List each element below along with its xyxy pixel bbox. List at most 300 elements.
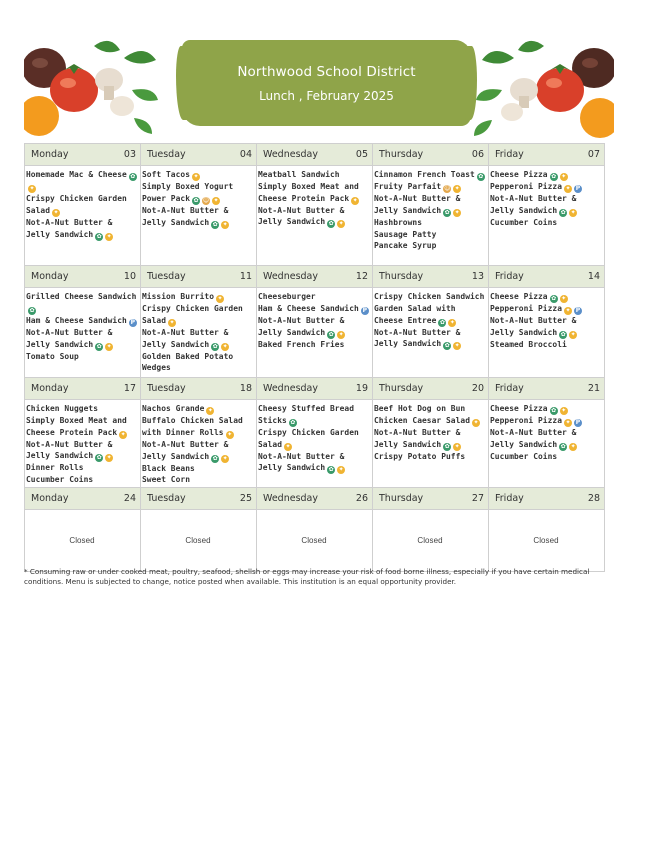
menu-items: [25, 510, 140, 571]
vegetarian-icon: ✿: [439, 318, 445, 326]
day-header: [489, 266, 604, 288]
whole-grain-icon: ✦: [449, 318, 455, 326]
menu-items: [141, 166, 256, 265]
whole-grain-icon: ✦: [454, 208, 460, 216]
whole-grain-icon: ✦: [352, 196, 358, 204]
menu-items: [489, 166, 604, 265]
menu-item: [142, 327, 254, 351]
whole-grain-icon: ✦: [338, 330, 344, 338]
day-date: 24: [123, 493, 136, 504]
day-date: 25: [239, 493, 252, 504]
menu-items: [25, 400, 140, 487]
menu-item-name: Mission Burrito: [142, 292, 215, 301]
menu-item-name: Dinner Rolls: [26, 463, 84, 473]
day-name: Tuesday: [147, 383, 186, 394]
menu-item: [490, 339, 602, 351]
menu-item-name: Baked French Fries: [258, 339, 345, 349]
menu-item-name: Soft Tacos: [142, 170, 191, 179]
menu-item-name: Cheese Pizza: [490, 404, 548, 413]
whole-grain-icon: ✦: [565, 307, 571, 314]
day-date: 14: [587, 271, 600, 282]
day-name: Friday: [495, 493, 524, 504]
vegetarian-icon: ✿: [551, 173, 557, 180]
menu-item: [26, 217, 138, 241]
menu-item-name: Crispy Potato Puffs: [374, 451, 466, 461]
whole-grain-icon: ✦: [106, 342, 112, 350]
menu-item-name: Sweet Corn: [142, 475, 191, 485]
vegetarian-icon: ✿: [560, 208, 566, 216]
day-date: 19: [355, 383, 368, 394]
menu-items: [257, 166, 372, 265]
whole-grain-icon: ✦: [338, 466, 344, 474]
day-header: [141, 488, 256, 510]
day-cell-monday-24: [25, 488, 141, 572]
day-header: [25, 488, 140, 510]
menu-item: [374, 451, 486, 463]
menu-items: [373, 166, 488, 265]
menu-item: [490, 415, 602, 427]
day-date: 28: [587, 493, 600, 504]
menu-items: [373, 400, 488, 487]
day-name: Wednesday: [263, 493, 319, 504]
menu-item-name: Ham & Cheese Sandwich: [258, 303, 359, 313]
district-name: Northwood School District: [237, 63, 416, 80]
day-name: Tuesday: [147, 149, 186, 160]
day-cell-friday-14: [489, 266, 605, 378]
menu-item-name: Black Beans: [142, 463, 195, 473]
menu-items: [141, 288, 256, 377]
day-header: [373, 378, 488, 400]
day-cell-monday-17: [25, 378, 141, 488]
whole-grain-icon: ✦: [454, 185, 460, 192]
day-cell-wednesday-19: [257, 378, 373, 488]
day-cell-wednesday-12: [257, 266, 373, 378]
day-header: [257, 144, 372, 166]
menu-item: [26, 169, 138, 193]
menu-item-name: Meatball Sandwich: [258, 170, 340, 179]
menu-item: [142, 351, 254, 375]
pork-icon: P: [575, 419, 581, 426]
vegetarian-icon: ✿: [444, 442, 450, 450]
menu-item-name: Beef Hot Dog on Bun: [374, 404, 466, 413]
day-date: 06: [471, 149, 484, 160]
menu-item: [258, 291, 370, 303]
menu-item-name: Not-A-Nut Butter & Jelly Sandwich: [374, 194, 461, 215]
vegetarian-icon: ✿: [130, 173, 136, 180]
whole-grain-icon: ✦: [222, 342, 228, 350]
day-cell-tuesday-18: [141, 378, 257, 488]
menu-item-name: Chicken Nuggets: [26, 404, 99, 413]
whole-grain-icon: ✦: [106, 454, 112, 462]
menu-item: [374, 217, 486, 229]
menu-item-name: Pepperoni Pizza: [490, 182, 563, 191]
pork-icon: P: [362, 306, 368, 314]
menu-item-name: Not-A-Nut Butter & Jelly Sandwich: [490, 194, 577, 215]
vegetarian-icon: ✿: [193, 196, 199, 204]
menu-item: [258, 181, 370, 205]
day-date: 20: [471, 383, 484, 394]
whole-grain-icon: ✦: [473, 418, 479, 426]
day-date: 21: [587, 383, 600, 394]
closed-label: Closed: [417, 536, 443, 546]
day-header: [141, 378, 256, 400]
menu-item: [142, 474, 254, 486]
day-header: [257, 266, 372, 288]
day-header: [489, 144, 604, 166]
day-name: Thursday: [379, 149, 424, 160]
pork-icon: P: [130, 318, 136, 326]
menu-item-name: Fruity Parfait: [374, 182, 442, 191]
menu-items: [25, 166, 140, 265]
day-date: 04: [239, 149, 252, 160]
menu-item: [374, 193, 486, 217]
menu-item-name: Chicken Caesar Salad: [374, 415, 471, 425]
menu-item: [490, 217, 602, 229]
day-name: Thursday: [379, 271, 424, 282]
whole-grain-icon: ✦: [222, 220, 228, 228]
menu-items: [141, 400, 256, 487]
day-date: 17: [123, 383, 136, 394]
vegetables-illustration-left: [24, 28, 194, 138]
whole-grain-icon: ✦: [222, 454, 228, 462]
menu-items: [257, 400, 372, 487]
menu-item: [490, 291, 602, 303]
vegetarian-icon: ✿: [551, 295, 557, 302]
menu-item-name: Pepperoni Pizza: [490, 416, 563, 425]
whole-grain-icon: ✦: [570, 330, 576, 338]
menu-item-name: Cucumber Coins: [26, 475, 94, 485]
day-name: Thursday: [379, 493, 424, 504]
menu-item: [374, 327, 486, 351]
menu-item-name: Hashbrowns: [374, 217, 423, 227]
menu-item-name: Cheese Pizza: [490, 292, 548, 301]
day-header: [373, 144, 488, 166]
day-header: [489, 378, 604, 400]
menu-item: [26, 403, 138, 415]
menu-items: [25, 288, 140, 377]
menu-item-name: Pepperoni Pizza: [490, 304, 563, 313]
menu-item: [258, 427, 370, 451]
menu-item-name: Tomato Soup: [26, 351, 79, 361]
menu-item: [26, 315, 138, 327]
day-date: 12: [355, 271, 368, 282]
menu-item: [490, 169, 602, 181]
menu-item-name: Crispy Chicken Garden Salad: [26, 194, 127, 215]
menu-item-name: Cheeseburger: [258, 292, 316, 301]
menu-item-name: Cucumber Coins: [490, 217, 558, 227]
vegetarian-icon: ✿: [444, 208, 450, 216]
menu-item: [142, 169, 254, 181]
pork-icon: P: [575, 185, 581, 192]
day-cell-thursday-13: [373, 266, 489, 378]
whole-grain-icon: ✦: [213, 196, 219, 204]
day-header: [257, 378, 372, 400]
day-cell-tuesday-11: [141, 266, 257, 378]
menu-item-name: Not-A-Nut Butter & Jelly Sandwich: [26, 439, 113, 461]
menu-item: [258, 303, 370, 315]
whole-grain-icon: ✦: [561, 295, 567, 302]
menu-item: [374, 240, 486, 252]
menu-item-name: Not-A-Nut Butter & Jelly Sandwich: [142, 205, 229, 227]
menu-item: [26, 474, 138, 486]
menu-item-name: Not-A-Nut Butter & Jelly Sandwich: [142, 327, 229, 349]
day-cell-tuesday-25: [141, 488, 257, 572]
day-header: [489, 488, 604, 510]
day-cell-friday-07: [489, 143, 605, 266]
menu-item: [490, 315, 602, 339]
day-header: [373, 488, 488, 510]
menu-item-name: Cheese Pizza: [490, 170, 548, 179]
menu-item: [374, 229, 486, 241]
day-date: 18: [239, 383, 252, 394]
vegetarian-icon: ✿: [328, 330, 334, 338]
vegetables-illustration-right: [444, 28, 614, 138]
vegetarian-icon: ✿: [328, 220, 334, 228]
menu-item: [258, 451, 370, 475]
whole-grain-icon: ✦: [207, 407, 213, 414]
vegetarian-icon: ✿: [444, 342, 450, 350]
menu-item: [258, 205, 370, 229]
menu-calendar: [24, 143, 608, 572]
menu-item-name: Not-A-Nut Butter & Jelly Sandwich: [490, 316, 577, 337]
closed-label: Closed: [185, 536, 211, 546]
whole-grain-icon: ✦: [454, 442, 460, 450]
menu-item: [26, 415, 138, 439]
menu-items: [489, 400, 604, 487]
menu-item-name: Not-A-Nut Butter & Jelly Sandwich: [26, 217, 113, 239]
menu-items: [373, 288, 488, 377]
menu-item-name: Crispy Chicken Sandwich: [374, 292, 485, 301]
day-name: Wednesday: [263, 149, 319, 160]
day-name: Monday: [31, 149, 69, 160]
menu-item: [26, 193, 138, 217]
week-row: [25, 488, 608, 572]
menu-item-name: Not-A-Nut Butter & Jelly Sandwich: [374, 427, 461, 449]
day-name: Tuesday: [147, 493, 186, 504]
day-name: Monday: [31, 493, 69, 504]
menu-item-name: Not-A-Nut Butter & Jelly Sandwich: [374, 327, 461, 349]
menu-item: [490, 427, 602, 451]
day-name: Monday: [31, 383, 69, 394]
menu-item: [374, 415, 486, 427]
whole-grain-icon: ✦: [338, 220, 344, 228]
day-date: 13: [471, 271, 484, 282]
menu-item: [142, 415, 254, 439]
menu-item-name: Sausage Patty: [374, 229, 437, 239]
day-name: Friday: [495, 383, 524, 394]
whole-grain-icon: ✦: [227, 430, 233, 438]
menu-item: [490, 303, 602, 315]
day-cell-monday-03: [25, 143, 141, 266]
pork-icon: P: [575, 307, 581, 314]
menu-item-name: Simply Boxed Yogurt Power Pack: [142, 182, 234, 203]
day-cell-wednesday-26: [257, 488, 373, 572]
menu-item: [142, 303, 254, 327]
whole-grain-icon: ✦: [561, 407, 567, 414]
day-date: 05: [355, 149, 368, 160]
whole-grain-icon: ✦: [570, 208, 576, 216]
whole-grain-icon: ✦: [565, 419, 571, 426]
day-name: Tuesday: [147, 271, 186, 282]
day-name: Monday: [31, 271, 69, 282]
day-header: [25, 266, 140, 288]
menu-item: [490, 451, 602, 463]
menu-item: [142, 403, 254, 415]
week-row: [25, 266, 608, 378]
menu-items: [257, 288, 372, 377]
closed-label: Closed: [533, 536, 559, 546]
menu-items: [257, 510, 372, 571]
whole-grain-icon: ✦: [169, 318, 175, 326]
menu-item: [142, 181, 254, 205]
menu-item-name: Garden Salad with Cheese Entree: [374, 303, 456, 325]
menu-items: [373, 510, 488, 571]
menu-item: [374, 403, 486, 415]
whole-grain-icon: ✦: [285, 442, 291, 450]
menu-item: [142, 205, 254, 229]
menu-item: [258, 339, 370, 351]
day-cell-thursday-20: [373, 378, 489, 488]
menu-item: [490, 403, 602, 415]
menu-subtitle: Lunch , February 2025: [259, 88, 394, 103]
day-name: Wednesday: [263, 271, 319, 282]
day-name: Friday: [495, 271, 524, 282]
menu-item: [374, 169, 486, 181]
day-header: [141, 266, 256, 288]
food-safety-disclaimer: * Consuming raw or under cooked meat, poultry, seafood, shellsh or eggs may increase your risk of food borne illness, especially if you have certain medical conditions. Menu is subjected to change, notice posted when available. This institution is an equal opportunity provider.: [24, 567, 590, 586]
closed-label: Closed: [69, 536, 95, 546]
menu-item: [258, 403, 370, 427]
whole-grain-icon: ✦: [120, 430, 126, 438]
menu-item-name: Not-A-Nut Butter & Jelly Sandwich: [258, 315, 345, 337]
egg-icon: ☺: [202, 196, 210, 204]
menu-item: [374, 427, 486, 451]
menu-item: [374, 303, 486, 327]
day-cell-wednesday-05: [257, 143, 373, 266]
menu-item: [26, 291, 138, 315]
day-header: [257, 488, 372, 510]
menu-item-name: Pancake Syrup: [374, 241, 437, 251]
week-row: [25, 378, 608, 488]
menu-item-name: Not-A-Nut Butter & Jelly Sandwich: [490, 428, 577, 449]
day-name: Wednesday: [263, 383, 319, 394]
menu-item: [142, 291, 254, 303]
day-cell-tuesday-04: [141, 143, 257, 266]
menu-item-name: Crispy Chicken Garden Salad: [258, 427, 359, 449]
vegetarian-icon: ✿: [212, 220, 218, 228]
menu-item-name: Golden Baked Potato Wedges: [142, 351, 234, 373]
menu-item-name: Not-A-Nut Butter & Jelly Sandwich: [258, 205, 345, 227]
vegetarian-icon: ✿: [212, 454, 218, 462]
day-name: Thursday: [379, 383, 424, 394]
day-date: 03: [123, 149, 136, 160]
day-date: 11: [239, 271, 252, 282]
menu-item: [26, 351, 138, 363]
menu-item-name: Crispy Chicken Garden Salad: [142, 304, 243, 325]
menu-item-name: Not-A-Nut Butter & Jelly Sandwich: [142, 439, 229, 461]
menu-item: [490, 181, 602, 193]
title-banner: [184, 42, 469, 124]
menu-item: [142, 439, 254, 463]
whole-grain-icon: ✦: [53, 208, 59, 216]
menu-items: [489, 288, 604, 377]
day-cell-thursday-06: [373, 143, 489, 266]
day-cell-thursday-27: [373, 488, 489, 572]
menu-item: [258, 169, 370, 181]
menu-item: [258, 315, 370, 339]
menu-item-name: Ham & Cheese Sandwich: [26, 315, 127, 325]
vegetarian-icon: ✿: [96, 232, 102, 240]
menu-item: [26, 462, 138, 474]
whole-grain-icon: ✦: [217, 295, 223, 302]
day-date: 26: [355, 493, 368, 504]
day-cell-friday-21: [489, 378, 605, 488]
menu-item-name: Not-A-Nut Butter & Jelly Sandwich: [258, 451, 345, 473]
vegetarian-icon: ✿: [29, 306, 35, 314]
egg-icon: ☺: [444, 185, 451, 192]
menu-banner: [24, 28, 614, 138]
day-header: [25, 378, 140, 400]
week-row: [25, 143, 608, 266]
closed-label: Closed: [301, 536, 327, 546]
menu-item-name: Simply Boxed Meat and Cheese Protein Pack: [258, 181, 359, 203]
vegetarian-icon: ✿: [478, 173, 484, 180]
menu-item: [26, 439, 138, 463]
menu-item-name: Simply Boxed Meat and Cheese Protein Pack: [26, 415, 127, 437]
menu-items: [489, 510, 604, 571]
menu-items: [141, 510, 256, 571]
vegetarian-icon: ✿: [551, 407, 557, 414]
menu-item-name: Steamed Broccoli: [490, 339, 567, 349]
vegetarian-icon: ✿: [560, 330, 566, 338]
menu-item-name: Homemade Mac & Cheese: [26, 170, 127, 179]
whole-grain-icon: ✦: [570, 442, 576, 450]
vegetarian-icon: ✿: [212, 342, 218, 350]
menu-item-name: Grilled Cheese Sandwich: [26, 292, 137, 301]
vegetarian-icon: ✿: [96, 342, 102, 350]
day-date: 10: [123, 271, 136, 282]
whole-grain-icon: ✦: [106, 232, 112, 240]
menu-item-name: Buffalo Chicken Salad with Dinner Rolls: [142, 416, 243, 437]
whole-grain-icon: ✦: [565, 185, 571, 192]
vegetarian-icon: ✿: [290, 418, 296, 426]
menu-item: [374, 291, 486, 303]
menu-item: [142, 463, 254, 475]
menu-item: [26, 327, 138, 351]
vegetarian-icon: ✿: [560, 442, 566, 450]
day-cell-monday-10: [25, 266, 141, 378]
day-cell-friday-28: [489, 488, 605, 572]
menu-item-name: Cinnamon French Toast: [374, 170, 475, 179]
day-header: [373, 266, 488, 288]
menu-item: [374, 181, 486, 193]
day-date: 07: [587, 149, 600, 160]
whole-grain-icon: ✦: [561, 173, 567, 180]
whole-grain-icon: ✦: [193, 173, 199, 180]
day-name: Friday: [495, 149, 524, 160]
vegetarian-icon: ✿: [328, 466, 334, 474]
menu-item-name: Cheesy Stuffed Bread Sticks: [258, 404, 355, 425]
menu-item-name: Not-A-Nut Butter & Jelly Sandwich: [26, 327, 113, 349]
whole-grain-icon: ✦: [29, 185, 35, 192]
vegetarian-icon: ✿: [96, 454, 102, 462]
day-header: [141, 144, 256, 166]
day-header: [25, 144, 140, 166]
whole-grain-icon: ✦: [454, 342, 460, 350]
menu-item: [490, 193, 602, 217]
menu-item-name: Nachos Grande: [142, 404, 205, 413]
day-date: 27: [471, 493, 484, 504]
